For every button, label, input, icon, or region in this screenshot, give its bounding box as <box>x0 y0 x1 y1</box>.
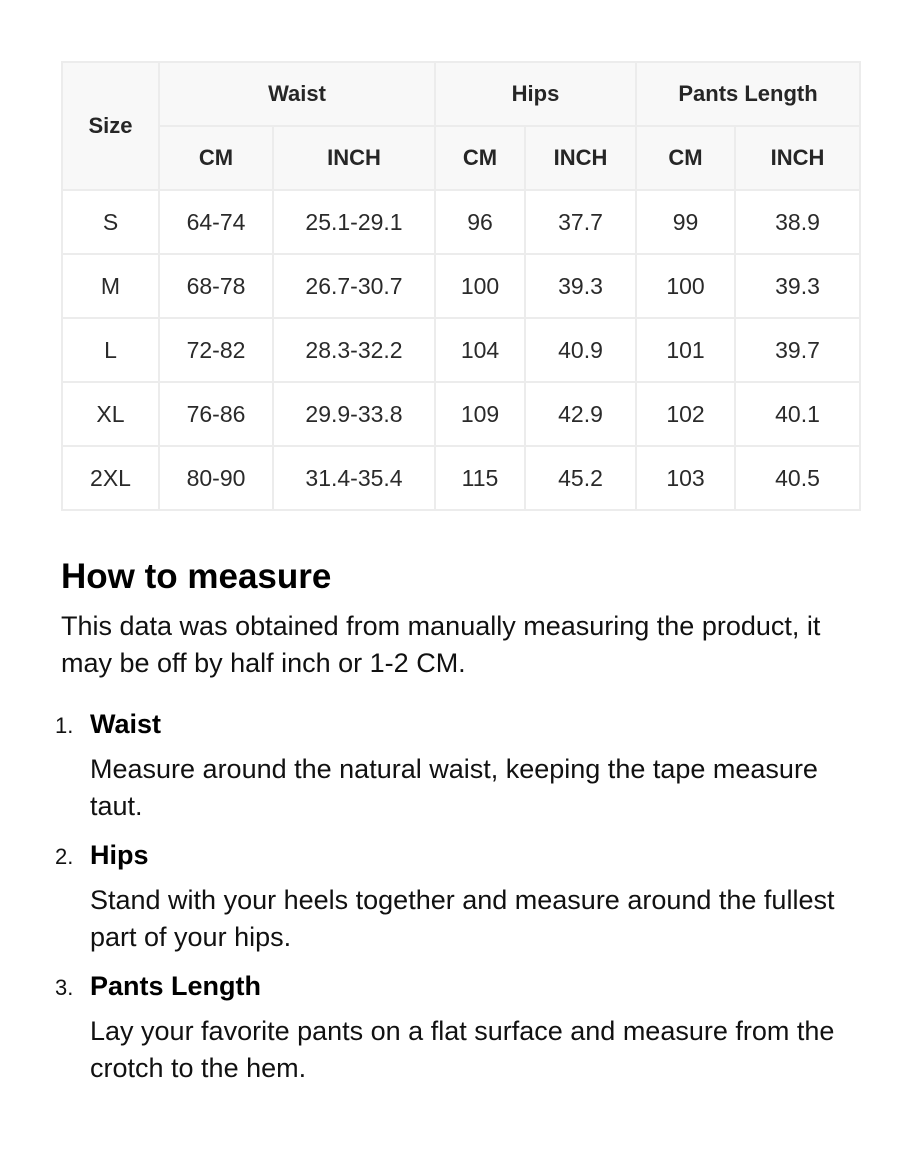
table-cell: 28.3-32.2 <box>273 318 435 382</box>
table-cell: 42.9 <box>525 382 636 446</box>
measure-steps-list <box>55 706 861 1087</box>
step-title-waist: Waist <box>90 709 162 739</box>
table-body <box>62 190 860 510</box>
table-cell: 64-74 <box>159 190 273 254</box>
header-size: Size <box>62 62 159 190</box>
table-cell: 37.7 <box>525 190 636 254</box>
table-cell: 100 <box>636 254 735 318</box>
table-cell: 45.2 <box>525 446 636 510</box>
size-chart-table <box>61 61 861 511</box>
table-cell: 102 <box>636 382 735 446</box>
table-cell: 72-82 <box>159 318 273 382</box>
header-unit: INCH <box>735 126 860 190</box>
step-number: 1. <box>55 713 74 738</box>
table-cell: 80-90 <box>159 446 273 510</box>
table-cell: 100 <box>435 254 525 318</box>
table-row <box>62 254 860 318</box>
table-cell: 25.1-29.1 <box>273 190 435 254</box>
table-cell: 103 <box>636 446 735 510</box>
table-cell: 39.3 <box>525 254 636 318</box>
table-row <box>62 446 860 510</box>
list-item <box>55 706 861 825</box>
table-cell: 109 <box>435 382 525 446</box>
header-row-groups <box>62 62 860 126</box>
table-cell: 29.9-33.8 <box>273 382 435 446</box>
table-cell: 115 <box>435 446 525 510</box>
section-title: How to measure <box>61 557 332 596</box>
table-row <box>62 190 860 254</box>
list-item <box>55 837 861 956</box>
table-cell: 40.1 <box>735 382 860 446</box>
table-cell: 31.4-35.4 <box>273 446 435 510</box>
header-unit: CM <box>435 126 525 190</box>
header-group-waist: Waist <box>159 62 435 126</box>
table-cell: 39.3 <box>735 254 860 318</box>
intro-text: This data was obtained from manually measuring the product, it may be off by half inch or 1-2 CM. <box>61 611 821 678</box>
table-header <box>62 62 860 190</box>
header-row-units <box>62 126 860 190</box>
step-title-hips: Hips <box>90 840 149 870</box>
table-cell: M <box>62 254 159 318</box>
header-unit: CM <box>159 126 273 190</box>
table-cell: 76-86 <box>159 382 273 446</box>
table-cell: 40.9 <box>525 318 636 382</box>
step-description: Lay your favorite pants on a flat surface and measure from the crotch to the hem. <box>90 1016 835 1083</box>
table-row <box>62 318 860 382</box>
table-cell: 40.5 <box>735 446 860 510</box>
table-cell: 99 <box>636 190 735 254</box>
how-to-measure-section <box>55 555 861 1099</box>
step-number: 2. <box>55 844 74 869</box>
step-number: 3. <box>55 975 74 1000</box>
header-unit: CM <box>636 126 735 190</box>
table-cell: 38.9 <box>735 190 860 254</box>
table-cell: 26.7-30.7 <box>273 254 435 318</box>
table-cell: S <box>62 190 159 254</box>
table-cell: XL <box>62 382 159 446</box>
header-unit: INCH <box>525 126 636 190</box>
table-cell: 2XL <box>62 446 159 510</box>
table-cell: 39.7 <box>735 318 860 382</box>
step-description: Stand with your heels together and measure around the fullest part of your hips. <box>90 885 835 952</box>
table-cell: 68-78 <box>159 254 273 318</box>
step-title-pants-length: Pants Length <box>90 971 262 1001</box>
header-unit: INCH <box>273 126 435 190</box>
step-description: Measure around the natural waist, keeping the tape measure taut. <box>90 754 818 821</box>
header-group-pants-length: Pants Length <box>636 62 860 126</box>
table-cell: 104 <box>435 318 525 382</box>
table-cell: L <box>62 318 159 382</box>
table-cell: 101 <box>636 318 735 382</box>
header-group-hips: Hips <box>435 62 636 126</box>
list-item <box>55 968 861 1087</box>
table-cell: 96 <box>435 190 525 254</box>
table-row <box>62 382 860 446</box>
